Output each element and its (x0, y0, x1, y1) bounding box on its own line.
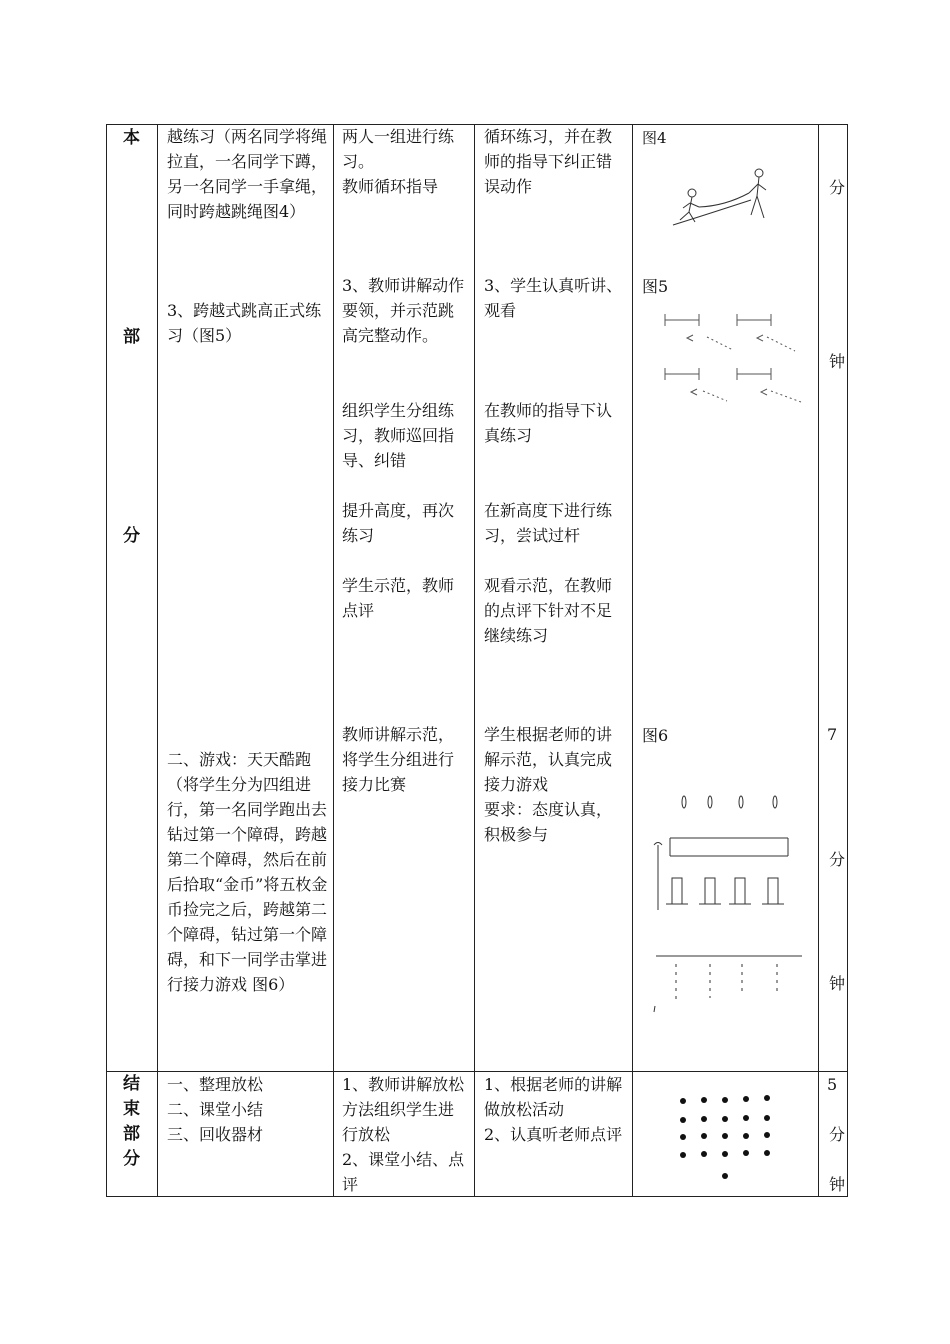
content-game: 二、游戏：天天酷跑（将学生分为四组进行，第一名同学跑出去钻过第一个障碍，跨越第二个障碍，然后在前后拾取“金币”将五枚金币捡完之后，跨越第二个障碍，钻过第一个障碍，和下一同学击掌进行接力游戏 图6） (167, 750, 328, 994)
section-label-end-4: 分 (123, 1149, 140, 1169)
teacher-activity-4: 提升高度，再次练习 (342, 501, 455, 545)
section-label-end-3: 部 (123, 1124, 140, 1144)
column-divider (632, 125, 633, 1196)
teacher-activity-2: 3、教师讲解动作要领，并示范跳高完整动作。 (342, 276, 465, 345)
section-label-end-2: 束 (123, 1099, 140, 1119)
time-char-b: 钟 (829, 352, 846, 371)
section-label-end-1: 结 (123, 1074, 140, 1094)
figure-6-relay-drawing (650, 790, 810, 1020)
student-activity-end: 1、根据老师的讲解做放松活动 2、认真听老师点评 (484, 1075, 623, 1144)
time-number-7: 7 (827, 725, 838, 744)
teacher-activity-5: 学生示范，教师点评 (342, 576, 455, 620)
column-divider (333, 125, 334, 1196)
content-rope-practice: 越练习（两名同学将绳拉直，一名同学下蹲，另一名同学一手拿绳，同时跨越跳绳图4） (167, 127, 328, 221)
time-number-5: 5 (827, 1075, 838, 1094)
section-label-main-3: 分 (123, 526, 140, 546)
teacher-activity-1: 两人一组进行练习。 教师循环指导 (342, 127, 455, 196)
column-divider (818, 125, 819, 1196)
student-activity-4: 在新高度下进行练习，尝试过杆 (484, 501, 613, 545)
student-activity-5: 观看示范，在教师的点评下针对不足继续练习 (484, 576, 613, 645)
section-label-main-2: 部 (123, 327, 140, 347)
student-activity-6: 学生根据老师的讲解示范，认真完成接力游戏 要求：态度认真，积极参与 (484, 725, 613, 844)
time-char-a: 分 (829, 178, 846, 197)
student-activity-3: 在教师的指导下认真练习 (484, 401, 613, 445)
section-label-main-1: 本 (123, 128, 140, 148)
lesson-plan-table (106, 124, 848, 1197)
teacher-activity-6: 教师讲解示范，将学生分组进行接力比赛 (342, 725, 455, 794)
time-char-d: 分 (829, 850, 846, 869)
figure-6-label: 图6 (642, 726, 669, 745)
figure-5-label: 图5 (642, 277, 669, 296)
figure-4-rope-drawing (665, 160, 775, 235)
column-divider (157, 125, 158, 1196)
figure-4-label: 图4 (642, 129, 667, 147)
content-end: 一、整理放松 二、课堂小结 三、回收器材 (167, 1075, 264, 1144)
column-divider (474, 125, 475, 1196)
time-char-h: 钟 (829, 1175, 846, 1194)
teacher-activity-end: 1、教师讲解放松方法组织学生进行放松 2、课堂小结、点评 (342, 1075, 465, 1194)
time-char-e: 钟 (829, 974, 846, 993)
content-high-jump-practice: 3、跨越式跳高正式练习（图5） (167, 301, 322, 345)
time-char-g: 分 (829, 1125, 846, 1144)
student-activity-1: 循环练习，并在教师的指导下纠正错误动作 (484, 127, 613, 196)
student-activity-2: 3、学生认真听讲、观看 (484, 276, 623, 320)
end-formation-dots-drawing (655, 1070, 795, 1190)
figure-5-high-jump-drawing (655, 305, 815, 405)
teacher-activity-3: 组织学生分组练习，教师巡回指导、纠错 (342, 401, 455, 470)
